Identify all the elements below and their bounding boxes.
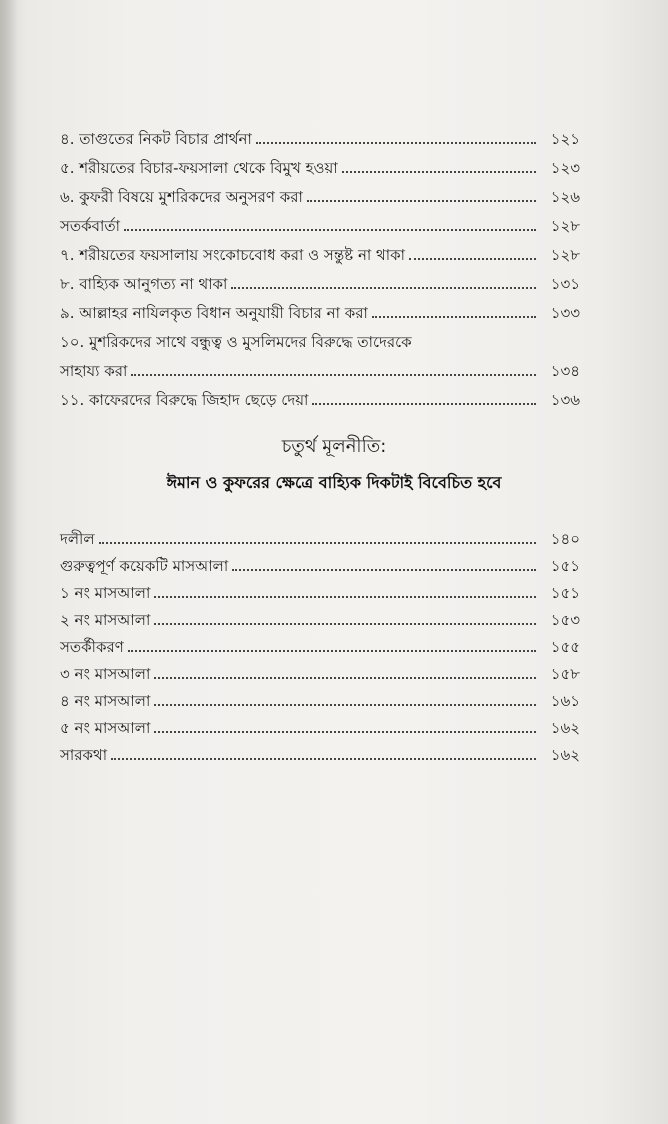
toc-entry bbox=[60, 547, 580, 575]
toc-entry bbox=[60, 149, 580, 177]
dot-leader bbox=[154, 622, 536, 625]
dot-leader bbox=[372, 315, 536, 318]
toc-entry bbox=[60, 709, 580, 737]
toc-entry-label: সাহায্য করা bbox=[60, 362, 128, 380]
dot-leader bbox=[231, 286, 536, 289]
toc-entry-label: সতর্কীকরণ bbox=[60, 638, 124, 656]
toc-entry bbox=[60, 520, 580, 548]
toc-entry-label: সতর্কবার্তা bbox=[60, 217, 120, 235]
section-title: চতুর্থ মূলনীতি: bbox=[281, 436, 387, 457]
section-subtitle: ঈমান ও কুফরের ক্ষেত্রে বাহ্যিক দিকটাই বিবেচিত হবে bbox=[166, 473, 502, 492]
toc-entry bbox=[60, 736, 580, 764]
dot-leader bbox=[124, 228, 536, 231]
toc-entry-page: ১২৮ bbox=[550, 217, 580, 235]
toc-entry-wrapped-line-1 bbox=[60, 323, 580, 351]
toc-entry bbox=[60, 628, 580, 656]
toc-entry bbox=[60, 236, 580, 264]
toc-entry-label: ৩ নং মাসআলা bbox=[60, 665, 151, 683]
toc-entry-page: ১৬১ bbox=[550, 692, 580, 710]
toc-entry-page: ১৩৬ bbox=[550, 391, 580, 409]
toc-entry bbox=[60, 682, 580, 710]
dot-leader bbox=[131, 373, 536, 376]
toc-entry-label: ১১. কাফেরদের বিরুদ্ধে জিহাদ ছেড়ে দেয়া bbox=[60, 391, 309, 409]
toc-entry-label: ১০. মুশরিকদের সাথে বন্ধুত্ব ও মুসলিমদের বিরুদ্ধে তাদেরকে bbox=[60, 333, 412, 351]
dot-leader bbox=[128, 649, 536, 652]
toc-entry-label: ৮. বাহ্যিক আনুগত্য না থাকা bbox=[60, 275, 228, 293]
toc-entry-label: ২ নং মাসআলা bbox=[60, 611, 151, 629]
toc-entry-page: ১৩৩ bbox=[550, 304, 580, 322]
dot-leader bbox=[232, 568, 536, 571]
toc-entry-page: ১৫১ bbox=[550, 557, 580, 575]
toc-entry bbox=[60, 120, 580, 148]
dot-leader bbox=[154, 730, 536, 733]
dot-leader bbox=[154, 595, 536, 598]
dot-leader bbox=[312, 402, 536, 405]
dot-leader bbox=[409, 257, 536, 260]
dot-leader bbox=[111, 757, 536, 760]
toc-entry-label: ৪ নং মাসআলা bbox=[60, 692, 151, 710]
toc-entry bbox=[60, 352, 580, 380]
toc-entry-label: গুরুত্বপূর্ণ কয়েকটি মাসআলা bbox=[60, 557, 229, 575]
dot-leader bbox=[154, 676, 536, 679]
toc-entry-page: ১৬২ bbox=[550, 719, 580, 737]
toc-entry-label: ৯. আল্লাহর নাযিলকৃত বিধান অনুযায়ী বিচার না করা bbox=[60, 304, 368, 322]
toc-entry bbox=[60, 207, 580, 235]
page-gutter-shadow bbox=[0, 0, 18, 1124]
dot-leader bbox=[342, 170, 536, 173]
toc-entry-page: ১৫১ bbox=[550, 584, 580, 602]
dot-leader bbox=[307, 199, 536, 202]
toc-entry-page: ১৫৫ bbox=[550, 638, 580, 656]
toc-entry-label: ৪. তাগুতের নিকট বিচার প্রার্থনা bbox=[60, 130, 252, 148]
toc-entry-label: ১ নং মাসআলা bbox=[60, 584, 151, 602]
toc-entry-page: ১২৩ bbox=[550, 159, 580, 177]
toc-entry-page: ১৩৪ bbox=[550, 362, 580, 380]
toc-entry-page: ১৩১ bbox=[550, 275, 580, 293]
toc-entry-label: ৭. শরীয়তের ফয়সালায় সংকোচবোধ করা ও সন্তুষ্ট না থাকা bbox=[60, 246, 405, 264]
toc-entry-page: ১৬২ bbox=[550, 746, 580, 764]
toc-entry bbox=[60, 294, 580, 322]
toc-entry bbox=[60, 178, 580, 206]
toc-entry-page: ১৪০ bbox=[550, 530, 580, 548]
toc-entry-label: ৬. কুফরী বিষয়ে মুশরিকদের অনুসরণ করা bbox=[60, 188, 303, 206]
toc-entry bbox=[60, 574, 580, 602]
toc-entry-label: সারকথা bbox=[60, 746, 108, 764]
toc-entry-page: ১৫৮ bbox=[550, 665, 580, 683]
toc-entry-page: ১২১ bbox=[550, 130, 580, 148]
toc-entry bbox=[60, 601, 580, 629]
dot-leader bbox=[256, 141, 536, 144]
toc-entry bbox=[60, 655, 580, 683]
toc-entry-page: ১২৬ bbox=[550, 188, 580, 206]
toc-entry-label: দলীল bbox=[60, 530, 95, 548]
dot-leader bbox=[154, 703, 536, 706]
toc-entry-label: ৫ নং মাসআলা bbox=[60, 719, 151, 737]
toc-entry-page: ১৫৩ bbox=[550, 611, 580, 629]
toc-entry bbox=[60, 265, 580, 293]
toc-entry bbox=[60, 381, 580, 409]
toc-entry-page: ১২৮ bbox=[550, 246, 580, 264]
dot-leader bbox=[99, 541, 536, 544]
toc-entry-label: ৫. শরীয়তের বিচার-ফয়সালা থেকে বিমুখ হওয়া bbox=[60, 159, 338, 177]
